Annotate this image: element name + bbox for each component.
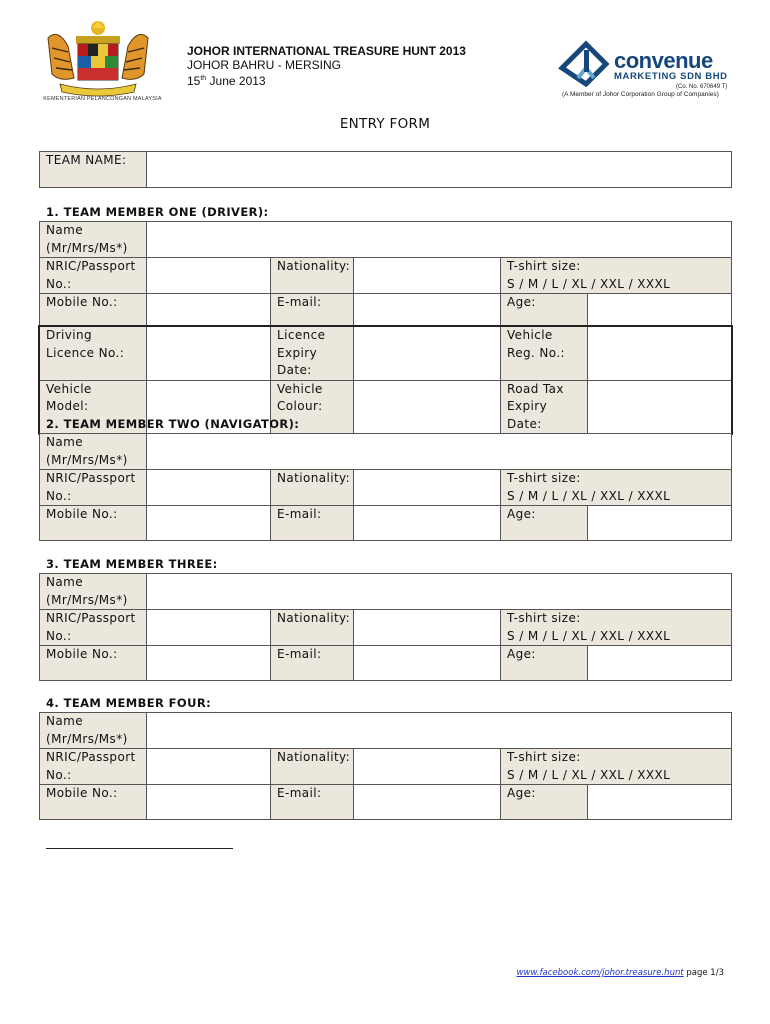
tshirt-label: T-shirt size: S / M / L / XL / XXL / XXXL [501,258,732,294]
member-four-nationality-field[interactable] [354,749,501,785]
member-three-table [39,573,732,681]
email-label: E-mail: [271,646,354,681]
member-two-age-field[interactable] [588,506,732,541]
event-date: 15th June 2013 [187,74,266,88]
member-four-nric-field[interactable] [147,749,271,785]
event-header [187,44,466,88]
form-title: ENTRY FORM [339,116,431,132]
member-one-mobile-field[interactable] [147,294,271,329]
email-label: E-mail: [271,506,354,541]
member-two-nric-field[interactable] [147,470,271,506]
nationality-label: Nationality: [271,470,354,506]
tshirt-label: T-shirt size: S / M / L / XL / XXL / XXXL [501,470,732,506]
vehicle-reg-field[interactable] [588,327,732,381]
team-name-label: TEAM NAME: [40,152,147,188]
mobile-label: Mobile No.: [40,785,147,820]
member-two-name-field[interactable] [147,434,732,470]
company-name: convenue [614,48,713,73]
member-one-nationality-field[interactable] [354,258,501,294]
ministry-label: KEMENTERIAN PELANCONGAN MALAYSIA [43,96,162,102]
member-four-name-field[interactable] [147,713,732,749]
member-two-nationality-field[interactable] [354,470,501,506]
vehicle-colour-field[interactable] [354,380,501,434]
member-three-email-field[interactable] [354,646,501,681]
facebook-link[interactable]: www.facebook.com/johor.treasure.hunt [516,968,684,978]
nric-label: NRIC/Passport No.: [40,258,147,294]
company-subtitle: MARKETING SDN BHD [614,71,728,82]
age-label: Age: [501,506,588,541]
nationality-label: Nationality: [271,610,354,646]
member-three-nationality-field[interactable] [354,610,501,646]
event-route: JOHOR BAHRU - MERSING [187,58,342,72]
company-number: (Co. No. 670649 T) [676,84,728,90]
age-label: Age: [501,785,588,820]
email-label: E-mail: [271,785,354,820]
member-four-mobile-field[interactable] [147,785,271,820]
member-four-age-field[interactable] [588,785,732,820]
mobile-label: Mobile No.: [40,294,147,329]
name-label: Name (Mr/Mrs/Ms*) [40,222,147,258]
mobile-label: Mobile No.: [40,646,147,681]
malaysia-coat-of-arms-icon [38,18,158,108]
company-membership: (A Member of Johor Corporation Group of Companies) [562,91,719,98]
nric-label: NRIC/Passport No.: [40,749,147,785]
member-one-name-field[interactable] [147,222,732,258]
section-heading-member-one: 1. TEAM MEMBER ONE (DRIVER): [46,205,269,219]
member-three-age-field[interactable] [588,646,732,681]
nric-label: NRIC/Passport No.: [40,610,147,646]
member-three-name-field[interactable] [147,574,732,610]
member-four-table [39,712,732,820]
page-footer [517,968,724,978]
section-heading-member-three: 3. TEAM MEMBER THREE: [46,557,218,571]
member-one-age-field[interactable] [588,294,732,329]
nric-label: NRIC/Passport No.: [40,470,147,506]
licence-expiry-label: Licence Expiry Date: [271,327,354,381]
event-title: JOHOR INTERNATIONAL TREASURE HUNT 2013 [187,44,466,58]
mobile-label: Mobile No.: [40,506,147,541]
member-two-mobile-field[interactable] [147,506,271,541]
section-heading-member-four: 4. TEAM MEMBER FOUR: [46,696,212,710]
member-three-mobile-field[interactable] [147,646,271,681]
tshirt-label: T-shirt size: S / M / L / XL / XXL / XXXL [501,610,732,646]
member-two-table [39,433,732,541]
member-two-email-field[interactable] [354,506,501,541]
member-one-nric-field[interactable] [147,258,271,294]
member-one-email-field[interactable] [354,294,501,329]
team-name-table [39,151,732,188]
page-number: page 1/3 [686,968,724,978]
vehicle-colour-label: Vehicle Colour: [271,380,354,434]
member-four-email-field[interactable] [354,785,501,820]
age-label: Age: [501,646,588,681]
section-heading-member-two: 2. TEAM MEMBER TWO (NAVIGATOR): [46,417,300,431]
member-three-nric-field[interactable] [147,610,271,646]
team-name-field[interactable] [147,152,732,188]
road-tax-field[interactable] [588,380,732,434]
member-one-table [39,221,732,329]
name-label: Name (Mr/Mrs/Ms*) [40,574,147,610]
name-label: Name (Mr/Mrs/Ms*) [40,713,147,749]
email-label: E-mail: [271,294,354,329]
age-label: Age: [501,294,588,329]
footnote-divider [46,848,233,849]
vehicle-model-label: Vehicle Model: [40,380,147,434]
nationality-label: Nationality: [271,749,354,785]
driving-licence-label: Driving Licence No.: [40,327,147,381]
licence-expiry-field[interactable] [354,327,501,381]
nationality-label: Nationality: [271,258,354,294]
driving-licence-field[interactable] [147,327,271,381]
name-label: Name (Mr/Mrs/Ms*) [40,434,147,470]
vehicle-reg-label: Vehicle Reg. No.: [501,327,588,381]
tshirt-label: T-shirt size: S / M / L / XL / XXL / XXXL [501,749,732,785]
road-tax-label: Road Tax Expiry Date: [501,380,588,434]
